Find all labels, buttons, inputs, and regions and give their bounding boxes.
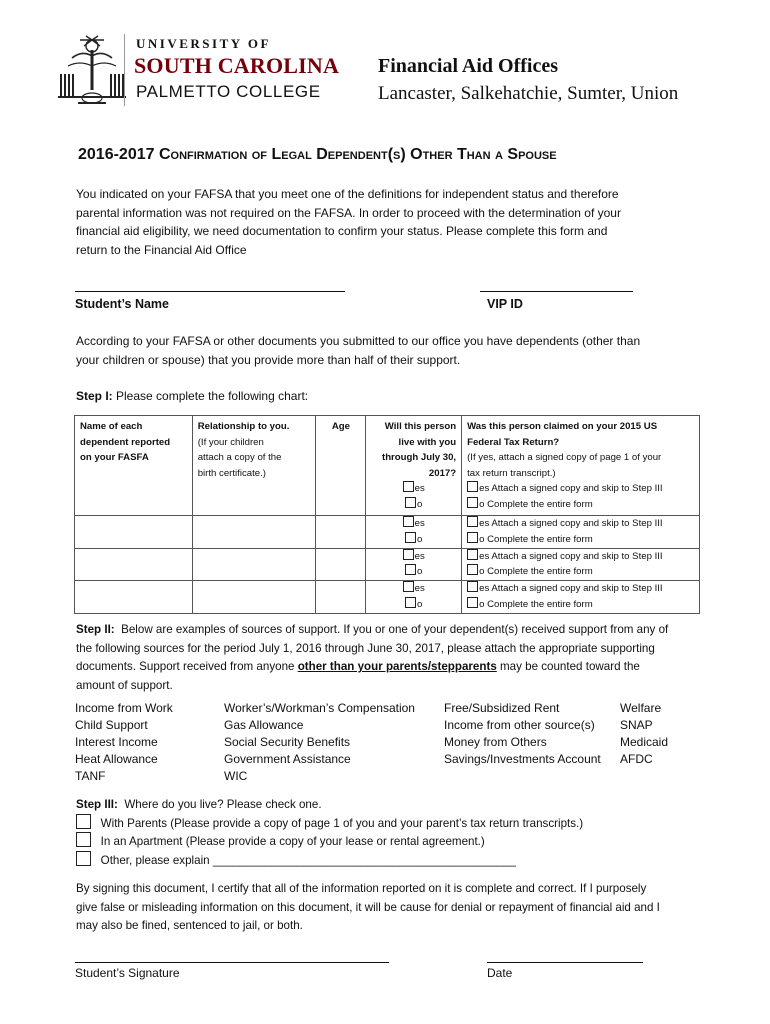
checkbox-icon[interactable] bbox=[467, 597, 478, 608]
checkbox-icon[interactable] bbox=[403, 481, 414, 492]
table-row bbox=[75, 581, 700, 613]
checkbox-icon[interactable] bbox=[467, 516, 478, 527]
table-row bbox=[75, 548, 700, 580]
step2-line: amount of support. bbox=[76, 678, 173, 692]
claimed-option-no[interactable]: o Complete the entire form bbox=[467, 597, 694, 613]
logo-south-carolina: SOUTH CAROLINA bbox=[134, 53, 340, 78]
vip-id-label: VIP ID bbox=[487, 297, 523, 311]
checkbox-icon[interactable] bbox=[76, 851, 91, 866]
checkbox-icon[interactable] bbox=[467, 497, 478, 508]
form-title bbox=[78, 146, 557, 164]
header-relationship: Relationship to you. (If your children attach a copy of the birth certificate.) bbox=[192, 416, 316, 516]
source-item: Social Security Benefits bbox=[224, 735, 351, 749]
step1-label: Step I: bbox=[76, 389, 113, 403]
checkbox-icon[interactable] bbox=[405, 597, 416, 608]
live-with-option-yes[interactable]: es bbox=[371, 549, 456, 565]
live-with-cell bbox=[366, 548, 462, 580]
claimed-option-yes[interactable]: es Attach a signed copy and skip to Step III bbox=[467, 516, 694, 532]
relationship-cell[interactable] bbox=[192, 516, 316, 548]
checkbox-icon[interactable] bbox=[405, 497, 416, 508]
intro-line: return to the Financial Aid Office bbox=[76, 242, 247, 257]
table-header-row bbox=[75, 416, 700, 516]
step1-text: Please complete the following chart: bbox=[116, 389, 309, 403]
live-with-option-yes[interactable]: es bbox=[371, 581, 456, 597]
step2-label: Step II: bbox=[76, 623, 115, 636]
certification-line: give false or misleading information on this document, it will be cause for denial or repayment of financial aid and I bbox=[76, 900, 660, 914]
vip-id-line[interactable] bbox=[480, 291, 633, 292]
source-item: Welfare bbox=[620, 701, 662, 715]
source-item: Worker’s/Workman’s Compensation bbox=[224, 701, 415, 715]
step2-emphasis: other than your parents/stepparents bbox=[297, 660, 497, 673]
live-with-cell bbox=[366, 581, 462, 613]
step2-line: documents. Support received from anyone bbox=[76, 660, 298, 673]
checkbox-icon[interactable] bbox=[76, 832, 91, 847]
intro-line: parental information was not required on the FAFSA. In order to proceed with the determination of your bbox=[76, 205, 621, 220]
claimed-option-yes[interactable]: es Attach a signed copy and skip to Step III bbox=[467, 481, 694, 497]
age-cell[interactable] bbox=[316, 581, 366, 613]
office-campuses: Lancaster, Salkehatchie, Sumter, Union bbox=[378, 83, 679, 104]
sources-column-1 bbox=[75, 700, 173, 785]
checkbox-icon[interactable] bbox=[405, 564, 416, 575]
source-item: WIC bbox=[224, 769, 248, 783]
sources-column-4 bbox=[620, 700, 668, 768]
certification-line: may also be fined, sentenced to jail, or both. bbox=[76, 919, 303, 932]
source-item: Interest Income bbox=[75, 735, 158, 749]
checkbox-icon[interactable] bbox=[403, 581, 414, 592]
logo-divider bbox=[124, 34, 125, 106]
checkbox-icon[interactable] bbox=[467, 549, 478, 560]
claimed-option-no[interactable]: o Complete the entire form bbox=[467, 497, 694, 513]
dependents-line: your children or spouse) that you provide more than half of their support. bbox=[76, 352, 461, 367]
source-item: Medicaid bbox=[620, 735, 669, 749]
intro-line: financial aid eligibility, we need documentation to confirm your status. Please complete this form and bbox=[76, 224, 608, 238]
checkbox-icon[interactable] bbox=[403, 549, 414, 560]
intro-paragraph bbox=[76, 185, 716, 259]
signature-line[interactable] bbox=[75, 962, 389, 963]
certification-line: By signing this document, I certify that all of the information reported on it is complete and correct. If I purposely bbox=[76, 882, 647, 895]
live-with-option-no[interactable]: o bbox=[371, 564, 456, 580]
live-with-cell bbox=[366, 516, 462, 548]
step2-paragraph bbox=[76, 621, 726, 695]
source-item: Free/Subsidized Rent bbox=[444, 701, 560, 715]
form-title-text: 2016-2017 Confirmation of Legal Dependent(s) Other Than a Spouse bbox=[78, 146, 557, 163]
residence-option-apartment[interactable]: In an Apartment (Please provide a copy of your lease or rental agreement.) bbox=[76, 832, 716, 851]
header-name: Name of each dependent reported on your FASFA bbox=[75, 416, 193, 516]
dependent-name-cell[interactable] bbox=[75, 548, 193, 580]
logo-university-of: UNIVERSITY OF bbox=[136, 36, 271, 51]
header-live-with: Will this person live with you through July 30, 2017? es o bbox=[366, 416, 462, 516]
sources-column-2 bbox=[224, 700, 415, 785]
live-with-option-no[interactable]: o bbox=[371, 497, 456, 513]
age-cell[interactable] bbox=[316, 548, 366, 580]
step1-heading bbox=[76, 387, 716, 406]
claimed-option-no[interactable]: o Complete the entire form bbox=[467, 532, 694, 548]
sources-column-3 bbox=[444, 700, 601, 768]
checkbox-icon[interactable] bbox=[467, 532, 478, 543]
claimed-option-yes[interactable]: es Attach a signed copy and skip to Step III bbox=[467, 581, 694, 597]
office-title: Financial Aid Offices bbox=[378, 55, 558, 77]
live-with-option-yes[interactable]: es bbox=[371, 516, 456, 532]
dependent-name-cell[interactable] bbox=[75, 581, 193, 613]
step3-section bbox=[76, 796, 716, 869]
claimed-option-yes[interactable]: es Attach a signed copy and skip to Step III bbox=[467, 549, 694, 565]
header-claimed: Was this person claimed on your 2015 US Federal Tax Return? (If yes, attach a signed copy of page 1 of your tax return transcript.) es Attach a signed copy and skip to Step III o Complete the entire form bbox=[462, 416, 700, 516]
dependents-table bbox=[74, 415, 700, 614]
checkbox-icon[interactable] bbox=[467, 481, 478, 492]
certification-paragraph bbox=[76, 880, 726, 936]
live-with-option-no[interactable]: o bbox=[371, 597, 456, 613]
student-name-line[interactable] bbox=[75, 291, 345, 292]
source-item: Child Support bbox=[75, 718, 148, 732]
relationship-cell[interactable] bbox=[192, 548, 316, 580]
source-item: Heat Allowance bbox=[75, 752, 158, 766]
live-with-option-yes[interactable]: es bbox=[371, 481, 456, 497]
checkbox-icon[interactable] bbox=[76, 814, 91, 829]
checkbox-icon[interactable] bbox=[467, 581, 478, 592]
live-with-option-no[interactable]: o bbox=[371, 532, 456, 548]
checkbox-icon[interactable] bbox=[405, 532, 416, 543]
source-item: Government Assistance bbox=[224, 752, 351, 766]
claimed-option-no[interactable]: o Complete the entire form bbox=[467, 564, 694, 580]
step2-line: the following sources for the period July 1, 2016 through June 30, 2017, please attach the appropriate supporting bbox=[76, 641, 655, 655]
step2-line: may be counted toward the bbox=[496, 660, 640, 673]
source-item: SNAP bbox=[620, 718, 653, 732]
source-item: Income from Work bbox=[75, 701, 173, 715]
source-item: AFDC bbox=[620, 752, 653, 766]
residence-option-other[interactable]: Other, please explain _______________________________________________ bbox=[76, 851, 716, 870]
logo-palmetto-college: PALMETTO COLLEGE bbox=[136, 82, 321, 101]
usc-palmetto-seal-logo bbox=[54, 34, 130, 110]
source-item: Money from Others bbox=[444, 735, 547, 749]
dependents-line: According to your FAFSA or other documents you submitted to our office you have dependents (other than bbox=[76, 334, 641, 348]
source-item: Savings/Investments Account bbox=[444, 752, 601, 766]
student-name-label: Student’s Name bbox=[75, 297, 170, 311]
step3-text: Where do you live? Please check one. bbox=[124, 798, 322, 811]
age-cell[interactable] bbox=[316, 516, 366, 548]
step3-label: Step III: bbox=[76, 798, 118, 811]
signature-label: Student’s Signature bbox=[75, 966, 180, 980]
source-item: Income from other source(s) bbox=[444, 718, 595, 732]
dependent-name-cell[interactable] bbox=[75, 516, 193, 548]
source-item: Gas Allowance bbox=[224, 718, 304, 732]
table-row bbox=[75, 516, 700, 548]
date-line[interactable] bbox=[487, 962, 643, 963]
source-item: TANF bbox=[75, 769, 106, 783]
dependents-paragraph bbox=[76, 332, 726, 369]
checkbox-icon[interactable] bbox=[467, 564, 478, 575]
step2-line: Below are examples of sources of support. If you or one of your dependent(s) received support from any of bbox=[121, 623, 669, 636]
residence-option-parents[interactable]: With Parents (Please provide a copy of page 1 of you and your parent’s tax return transcripts.) bbox=[76, 814, 716, 833]
header-age: Age bbox=[316, 416, 366, 516]
claimed-cell bbox=[462, 581, 700, 613]
relationship-cell[interactable] bbox=[192, 581, 316, 613]
checkbox-icon[interactable] bbox=[403, 516, 414, 527]
date-label: Date bbox=[487, 966, 513, 980]
claimed-cell bbox=[462, 516, 700, 548]
intro-line: You indicated on your FAFSA that you meet one of the definitions for independent status and therefore bbox=[76, 187, 619, 201]
claimed-cell bbox=[462, 548, 700, 580]
